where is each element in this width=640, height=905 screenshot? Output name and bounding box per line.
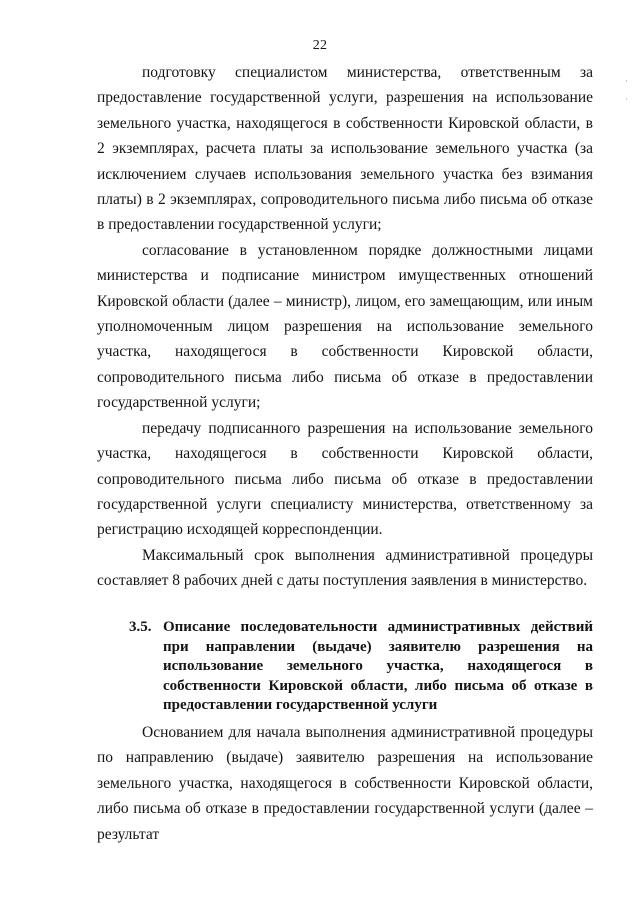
body-text-continued bbox=[97, 720, 593, 847]
section-number: 3.5. bbox=[129, 619, 152, 635]
section-title: Описание последовательности административных действий при направлении (выдаче) заявителю разрешения на использование земельного участка, находящегося в собственности Кировской области, либо письма об отказе в предоставлении государственной услуги bbox=[163, 619, 593, 713]
paragraph-preparation: подготовку специалистом министерства, ответственным за предоставление государственной услуги, разрешения на использование земельного участка, находящегося в собственности Кировской области, в 2 экземплярах, расчета платы за использование земельного участка (за исключением случаев использования земельного участка без взимания платы) в 2 экземплярах, сопроводительного письма либо письма об отказе в предоставлении государственной услуги; bbox=[97, 64, 593, 234]
paragraph-approval: согласование в установленном порядке должностными лицами министерства и подписание министром имущественных отношений Кировской области (далее – министр), лицом, его замещающим, или иным уполномоченным лицом разрешения на использование земельного участка, находящегося в собственности Кировской области, сопроводительного письма либо письма об отказе в предоставлении государственной услуги; bbox=[97, 241, 593, 412]
body-text bbox=[97, 60, 593, 594]
paragraph-transfer: передачу подписанного разрешения на использование земельного участка, находящегося в собственности Кировской области, сопроводительного письма либо письма об отказе в предоставлении государственной услуги специалисту министерства, ответственному за регистрацию исходящей корреспонденции. bbox=[97, 419, 593, 539]
scan-margin-mark: · bbox=[625, 94, 628, 104]
scan-margin-mark: · bbox=[625, 76, 628, 86]
section-heading bbox=[129, 618, 593, 716]
paragraph-max-term: Максимальный срок выполнения административной процедуры составляет 8 рабочих дней с даты поступления заявления в министерство. bbox=[97, 546, 593, 590]
page-number: 22 bbox=[312, 38, 328, 53]
paragraph-basis: Основанием для начала выполнения административной процедуры по направлению (выдаче) заявителю разрешения на использование земельного участка, находящегося в собственности Кировской области, либо письма об отказе в предоставлении государственной услуги (далее – результат bbox=[97, 724, 593, 843]
